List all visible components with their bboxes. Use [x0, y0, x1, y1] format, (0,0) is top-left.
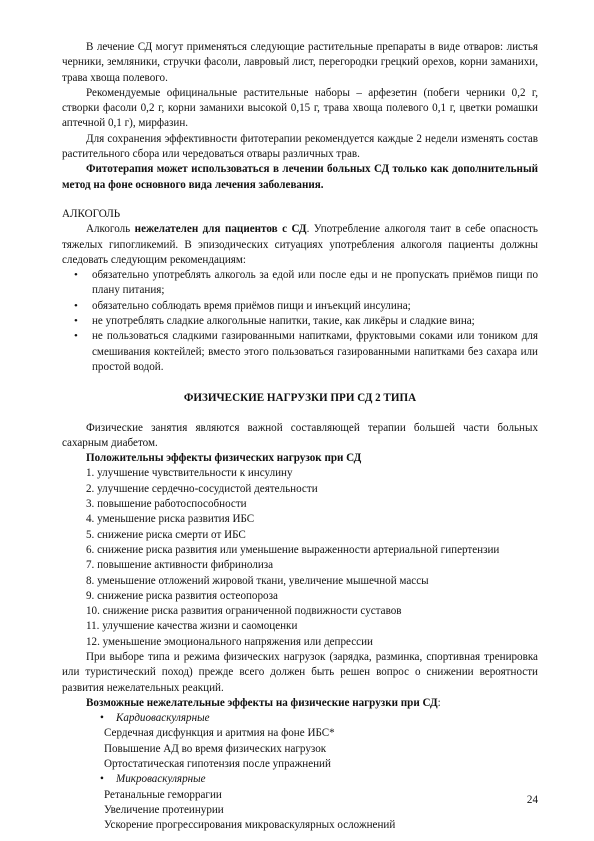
list-item: 11. улучшение качества жизни и саомоценки — [86, 620, 298, 633]
list-item: Сердечная дисфункция и аритмия на фоне ИБС* — [104, 727, 335, 740]
micro-label: • Микроваскулярные — [62, 772, 538, 787]
alcohol-heading: АЛКОГОЛЬ — [62, 207, 121, 220]
list-item: • обязательно употреблять алкоголь за едой или после еды и не пропускать приёмов пищи по плану питания; — [62, 268, 538, 299]
page-content — [62, 40, 538, 834]
exercise-choice-paragraph: При выборе типа и режима физических нагрузок (зарядка, разминка, спортивная тренировка или туристический поход) прежде всего должен быть решен вопрос о снижении вероятности развития нежелательных реакций. — [62, 650, 538, 694]
exercise-title: ФИЗИЧЕСКИЕ НАГРУЗКИ ПРИ СД 2 ТИПА — [183, 392, 417, 405]
list-item: 4. уменьшение риска развития ИБС — [86, 513, 255, 526]
list-item: • обязательно соблюдать время приёмов пищи и инъекций инсулина; — [62, 299, 538, 314]
adverse-effects-heading-line — [62, 696, 538, 711]
list-item: 1. улучшение чувствительности к инсулину — [86, 467, 293, 480]
list-item: 8. уменьшение отложений жировой ткани, увеличение мышечной массы — [86, 574, 429, 587]
positive-effects-list — [62, 466, 538, 650]
list-item: Ускорение прогрессирования микроваскулярных осложнений — [104, 819, 396, 832]
list-item: 3. повышение работоспособности — [86, 498, 247, 511]
list-item: Повышение АД во время физических нагрузок — [104, 742, 327, 755]
list-item: 10. снижение риска развития ограниченной подвижности суставов — [86, 605, 402, 618]
list-item: • не пользоваться сладкими газированными напитками, фруктовыми соками или тоником для смешивания коктейлей; вместо этого пользоваться газированными напитками без сахара или простой водой. — [62, 329, 538, 375]
alcohol-intro-start: Алкоголь — [86, 223, 135, 236]
list-item: Ретанальные геморрагии — [104, 788, 222, 801]
phyto-paragraph-1: В лечение СД могут применяться следующие растительные препараты в виде отваров: листья черники, земляники, стручки фасоли, лавровый лист, перегородки грецкий орехов, корни заманихи, трава хвоща полевого. — [62, 41, 538, 84]
list-item: 5. снижение риска смерти от ИБС — [86, 528, 246, 541]
adverse-effects-colon: : — [437, 696, 441, 709]
phyto-paragraph-2: Рекомендуемые официнальные растительные наборы – арфезетин (побеги черники 0,2 г, створки фасоли 0,2 г, корни заманихи высокой 0,15 г, трава хвоща полевого 0,1 г, цветки ромашки аптечной 0,1 г), мирфазин. — [62, 86, 538, 130]
list-item: 12. уменьшение эмоционального напряжения или депрессии — [86, 635, 373, 648]
list-item: Ортостатическая гипотензия после упражнений — [104, 758, 331, 771]
phyto-paragraph-3: Для сохранения эффективности фитотерапии рекомендуется каждые 2 недели изменять состав растительного сбора или чередоваться отвары различных трав. — [62, 132, 538, 161]
alcohol-intro — [62, 222, 538, 268]
page-number: 24 — [526, 794, 538, 806]
cardio-label: • Кардиоваскулярные — [62, 711, 538, 726]
adverse-effects-heading: Возможные нежелательные эффекты на физические нагрузки при СД — [86, 696, 438, 709]
list-item: 6. снижение риска развития или уменьшение выраженности артериальной гипертензии — [86, 543, 500, 556]
alcohol-intro-bold: нежелателен для пациентов с СД — [134, 223, 307, 236]
alcohol-recommendations — [62, 268, 538, 375]
positive-effects-heading: Положительны эффекты физических нагрузок при СД — [86, 452, 362, 465]
list-item: 2. улучшение сердечно-сосудистой деятельности — [86, 482, 318, 495]
list-item: Увеличение протеинурии — [104, 803, 224, 816]
list-item: 7. повышение активности фибринолиза — [86, 559, 274, 572]
list-item: 9. снижение риска развития остеопороза — [86, 589, 278, 602]
phyto-conclusion: Фитотерапия может использоваться в лечении больных СД только как дополнительный метод на фоне основного вида лечения заболевания. — [62, 163, 538, 191]
list-item: • не употреблять сладкие алкогольные напитки, такие, как ликёры и сладкие вина; — [62, 314, 538, 329]
alcohol-intro-rest: . Употребление алкоголя таит в себе опасность тяжелых гипогликемий. В эпизодических ситуациях употребления алкоголя пациенты должны следовать следующим рекомендациям: — [62, 223, 538, 266]
exercise-intro: Физические занятия являются важной составляющей терапии большей части больных сахарным диабетом. — [62, 421, 538, 449]
